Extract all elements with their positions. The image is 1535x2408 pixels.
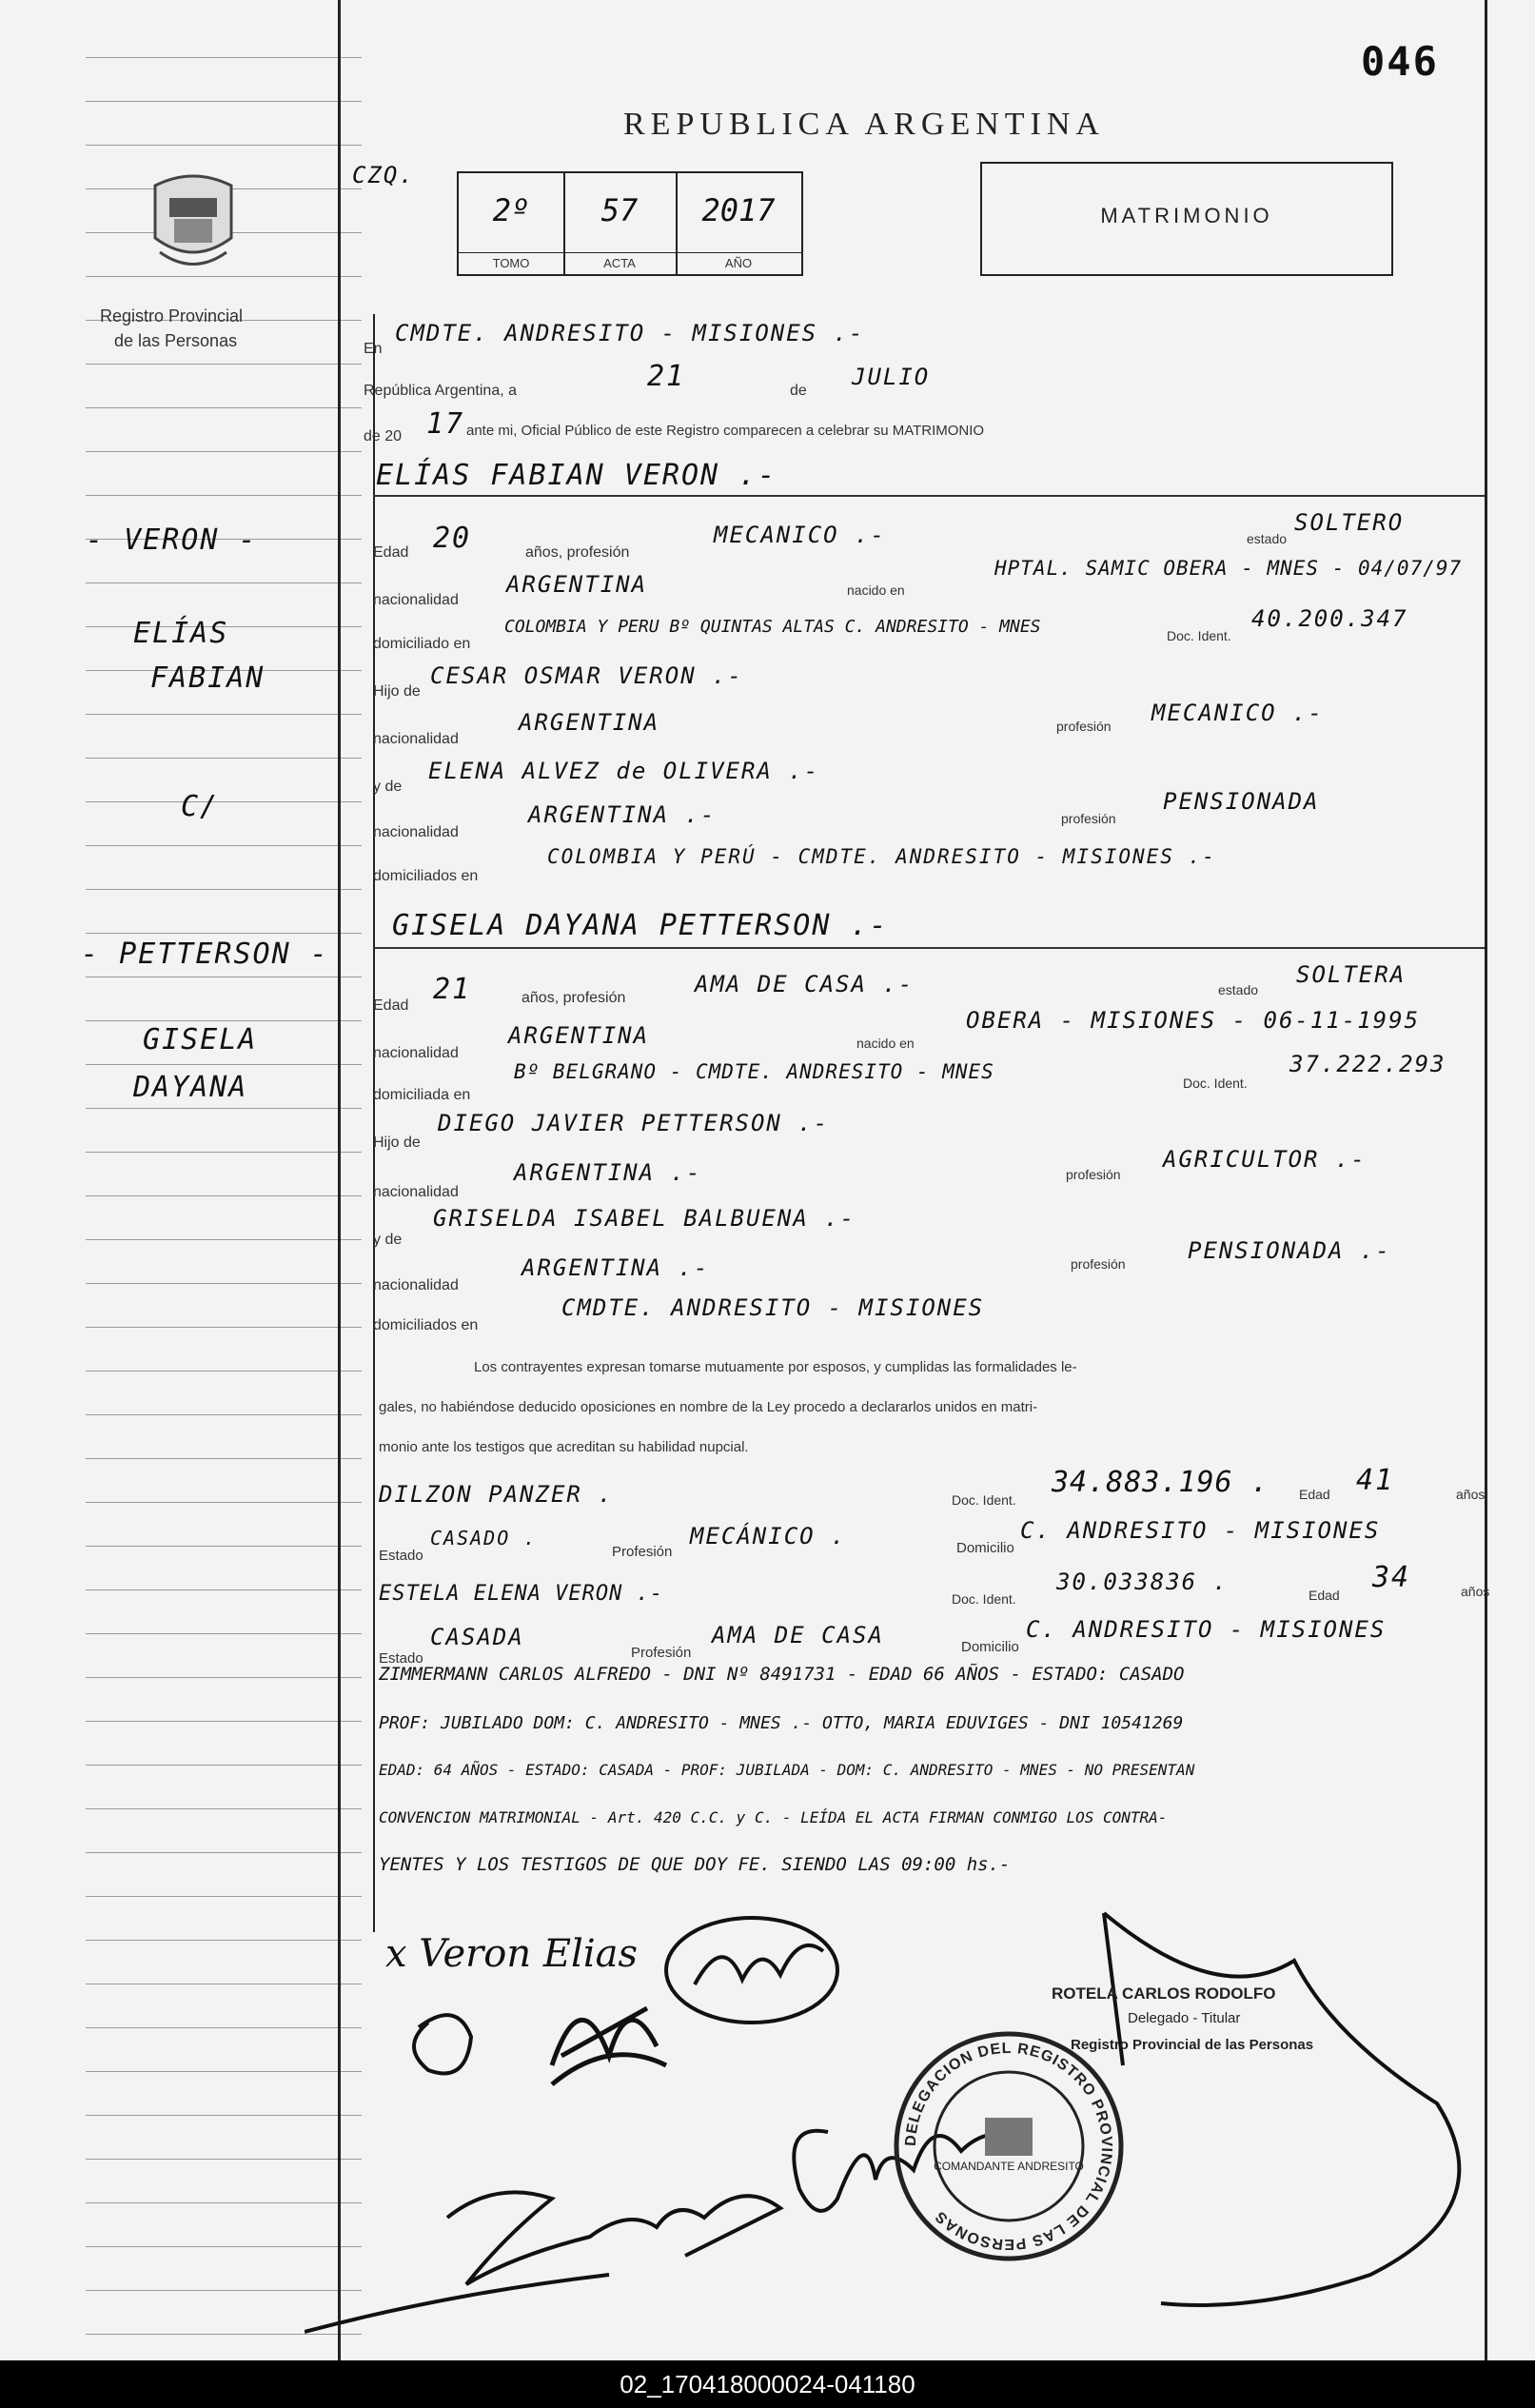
margin-ruled-line	[86, 845, 362, 846]
witness2-label-domicilio: Domicilio	[961, 1639, 1019, 1655]
bride-label-domiciliada: domiciliada en	[373, 1087, 471, 1103]
seal-place: COMANDANTE ANDRESITO	[934, 2160, 1084, 2173]
margin-ruled-line	[86, 145, 362, 146]
record-type: MATRIMONIO	[1100, 204, 1273, 227]
groom-mother-nationality: ARGENTINA .-	[528, 801, 717, 828]
declaration-line2: gales, no habiéndose deducido oposiciones en nombre de la Ley procedo a declararlos unidos en matri-	[379, 1399, 1038, 1415]
margin-bride-surname: - PETTERSON -	[81, 938, 329, 971]
margin-ruled-line	[86, 1765, 362, 1766]
witness2-name: ESTELA ELENA VERON .-	[379, 1582, 664, 1606]
witness2-profession: AMA DE CASA	[712, 1622, 884, 1648]
groom-label-nac-father: nacionalidad	[373, 731, 459, 747]
margin-ruled-line	[86, 1852, 362, 1853]
notes-line5: YENTES Y LOS TESTIGOS DE QUE DOY FE. SIENDO LAS 09:00 hs.-	[379, 1854, 1011, 1875]
notes-line2: PROF: JUBILADO DOM: C. ANDRESITO - MNES .- OTTO, MARIA EDUVIGES - DNI 10541269	[379, 1713, 1184, 1733]
margin-ruled-line	[86, 1152, 362, 1153]
bride-age: 21	[433, 973, 472, 1006]
day: 21	[647, 360, 686, 393]
groom-label-hijo: Hijo de	[373, 683, 421, 700]
bride-label-prof-father: profesión	[1066, 1167, 1121, 1182]
declaration-line3: monio ante los testigos que acreditan su habilidad nupcial.	[379, 1439, 749, 1455]
groom-label-doc: Doc. Ident.	[1167, 628, 1231, 643]
image-id-footer: 02_170418000024-041180	[0, 2360, 1535, 2408]
bride-birthplace: OBERA - MISIONES - 06-11-1995	[966, 1007, 1421, 1034]
bride-label-nacionalidad: nacionalidad	[373, 1045, 459, 1061]
margin-ruled-line	[86, 1239, 362, 1240]
bride-parents-address: CMDTE. ANDRESITO - MISIONES	[561, 1294, 985, 1321]
bride-label-doc: Doc. Ident.	[1183, 1076, 1248, 1091]
witness1-doc: 34.883.196 .	[1052, 1466, 1269, 1499]
official-title: Delegado - Titular	[1128, 2010, 1241, 2026]
groom-birthplace: HPTAL. SAMIC OBERA - MNES - 04/07/97	[994, 557, 1463, 580]
groom-label-prof-father: profesión	[1056, 719, 1112, 734]
bride-address: Bº BELGRANO - CMDTE. ANDRESITO - MNES	[514, 1060, 994, 1083]
groom-profession: MECANICO .-	[714, 522, 886, 548]
month: JULIO	[852, 364, 931, 390]
margin-ruled-line	[86, 1371, 362, 1372]
witness1-label-profesion: Profesión	[612, 1544, 673, 1560]
seal-text: DELEGACION DEL REGISTRO PROVINCIAL DE LAS PERSONAS	[902, 2040, 1115, 2253]
groom-civil-status: SOLTERO	[1294, 509, 1405, 536]
margin-ruled-line	[86, 1108, 362, 1109]
groom-label-edad: Edad	[373, 544, 409, 561]
groom-label-domiciliados: domiciliados en	[373, 868, 479, 884]
groom-parents-address: COLOMBIA Y PERÚ - CMDTE. ANDRESITO - MISIONES .-	[547, 845, 1216, 868]
margin-ruled-line	[86, 1020, 362, 1021]
witness1-label-edad: Edad	[1299, 1487, 1330, 1502]
margin-ruled-line	[86, 1808, 362, 1809]
groom-label-domiciliado: domiciliado en	[373, 636, 471, 652]
margin-ruled-line	[86, 101, 362, 102]
groom-label-estado: estado	[1247, 531, 1288, 546]
groom-label-nacionalidad: nacionalidad	[373, 592, 459, 608]
margin-ruled-line	[86, 1327, 362, 1328]
bride-mother-profession: PENSIONADA .-	[1188, 1237, 1391, 1264]
margin-ruled-line	[86, 1414, 362, 1415]
groom-label-prof-mother: profesión	[1061, 811, 1116, 826]
margin-ruled-line	[86, 1458, 362, 1459]
acta-label: ACTA	[563, 252, 676, 274]
margin-groom-given1: ELÍAS	[133, 617, 229, 650]
page-number: 046	[1361, 38, 1439, 85]
corner-note: CZQ.	[352, 162, 415, 188]
margin-ruled-line	[86, 451, 362, 452]
bride-label-nacido: nacido en	[856, 1036, 915, 1051]
label-de: de	[790, 383, 807, 399]
witness1-label-domicilio: Domicilio	[956, 1540, 1014, 1556]
groom-mother: ELENA ALVEZ de OLIVERA .-	[428, 758, 820, 784]
bride-label-hijo: Hijo de	[373, 1135, 421, 1151]
witness1-address: C. ANDRESITO - MISIONES	[1020, 1517, 1381, 1544]
margin-ruled-line	[86, 407, 362, 408]
label-republica: República Argentina, a	[364, 383, 517, 399]
margin-ruled-line	[86, 1195, 362, 1196]
bride-mother: GRISELDA ISABEL BALBUENA .-	[433, 1205, 856, 1232]
witness1-label-doc: Doc. Ident.	[952, 1492, 1016, 1508]
witness2-status: CASADA	[430, 1624, 524, 1650]
groom-mother-profession: PENSIONADA	[1163, 788, 1320, 815]
groom-doc: 40.200.347	[1251, 605, 1408, 632]
place: CMDTE. ANDRESITO - MISIONES .-	[395, 320, 865, 346]
witness2-label-doc: Doc. Ident.	[952, 1591, 1016, 1607]
bride-mother-nationality: ARGENTINA .-	[522, 1254, 710, 1281]
bride-full-name: GISELA DAYANA PETTERSON .-	[392, 909, 889, 942]
anio-value: 2017	[701, 192, 776, 228]
bride-father-profession: AGRICULTOR .-	[1163, 1146, 1367, 1173]
tomo-value: 2º	[492, 192, 530, 228]
witness1-label-estado: Estado	[379, 1548, 423, 1564]
bride-label-domiciliados: domiciliados en	[373, 1317, 479, 1333]
witness2-label-profesion: Profesión	[631, 1645, 692, 1661]
acta-value: 57	[600, 192, 639, 228]
margin-ruled-line	[86, 1546, 362, 1547]
groom-nationality: ARGENTINA	[506, 571, 648, 598]
year-suffix: 17	[426, 407, 465, 441]
margin-ruled-line	[86, 1677, 362, 1678]
groom-section-divider	[373, 495, 1485, 497]
witness2-label-anos: años	[1461, 1584, 1490, 1599]
margin-bride-given2: DAYANA	[133, 1071, 248, 1104]
margin-ruled-line	[86, 1502, 362, 1503]
witness1-age: 41	[1356, 1464, 1395, 1497]
anio-cell	[676, 173, 801, 274]
margin-ruled-line	[86, 364, 362, 365]
groom-father-nationality: ARGENTINA	[519, 709, 660, 736]
anio-label: AÑO	[676, 252, 801, 274]
tomo-cell	[459, 173, 565, 274]
groom-full-name: ELÍAS FABIAN VERON .-	[376, 459, 777, 492]
witness2-label-estado: Estado	[379, 1650, 423, 1667]
bride-label-anos-profesion: años, profesión	[522, 990, 626, 1006]
bride-father-nationality: ARGENTINA .-	[514, 1159, 702, 1186]
witness1-label-anos: años	[1456, 1487, 1486, 1502]
margin-ruled-line	[86, 1589, 362, 1590]
margin-ruled-line	[86, 57, 362, 58]
margin-ruled-line	[86, 889, 362, 890]
margin-ruled-line	[86, 758, 362, 759]
groom-label-nacido: nacido en	[847, 582, 905, 598]
bride-profession: AMA DE CASA .-	[695, 971, 915, 997]
groom-age: 20	[433, 522, 472, 555]
witness2-label-edad: Edad	[1309, 1588, 1340, 1603]
notes-line3: EDAD: 64 AÑOS - ESTADO: CASADA - PROF: JUBILADA - DOM: C. ANDRESITO - MNES - NO PRESENTAN	[379, 1761, 1195, 1779]
official-name: ROTELA CARLOS RODOLFO	[1052, 1984, 1276, 2003]
witness1-profession: MECÁNICO .	[690, 1523, 847, 1549]
bride-label-yde: y de	[373, 1232, 403, 1248]
bride-label-nac-mother: nacionalidad	[373, 1277, 459, 1293]
margin-ruled-line	[86, 1721, 362, 1722]
margin-ruled-line	[86, 1064, 362, 1065]
registry-name-line2: de las Personas	[114, 331, 238, 350]
groom-label-yde: y de	[373, 779, 403, 795]
official-org: Registro Provincial de las Personas	[1071, 2037, 1314, 2053]
groom-father: CESAR OSMAR VERON .-	[430, 662, 743, 689]
groom-signature: x Veron Elias	[385, 1932, 638, 1976]
margin-ruled-line	[86, 1283, 362, 1284]
margin-conjunction: C/	[181, 790, 220, 823]
record-number-box	[457, 171, 803, 276]
tomo-label: TOMO	[459, 252, 563, 274]
groom-label-nac-mother: nacionalidad	[373, 824, 459, 840]
registry-name-line1: Registro Provincial	[100, 306, 244, 326]
record-type-box	[980, 162, 1393, 276]
groom-label-anos-profesion: años, profesión	[525, 544, 630, 561]
label-en: En	[364, 341, 383, 357]
margin-ruled-line	[86, 714, 362, 715]
declaration-intro: ante mi, Oficial Público de este Registro comparecen a celebrar su MATRIMONIO	[466, 423, 985, 439]
bride-section-divider	[373, 947, 1485, 949]
margin-groom-given2: FABIAN	[150, 661, 266, 695]
bride-doc: 37.222.293	[1289, 1051, 1446, 1077]
bride-label-estado: estado	[1218, 982, 1259, 997]
margin-bride-given1: GISELA	[143, 1023, 258, 1056]
registry-seal	[890, 2027, 1128, 2265]
registry-logo	[141, 162, 246, 286]
witness2-doc: 30.033836 .	[1056, 1569, 1229, 1595]
bride-label-nac-father: nacionalidad	[373, 1184, 459, 1200]
notes-line1: ZIMMERMANN CARLOS ALFREDO - DNI Nº 8491731 - EDAD 66 AÑOS - ESTADO: CASADO	[379, 1664, 1185, 1685]
witness2-age: 34	[1372, 1561, 1411, 1594]
margin-ruled-line	[86, 1633, 362, 1634]
margin-ruled-line	[86, 582, 362, 583]
bride-civil-status: SOLTERA	[1296, 961, 1407, 988]
margin-ruled-line	[86, 933, 362, 934]
margin-groom-surname: - VERON -	[86, 523, 258, 557]
bride-nationality: ARGENTINA	[508, 1022, 650, 1049]
form-right-border	[1485, 0, 1487, 2360]
country-heading: REPUBLICA ARGENTINA	[623, 107, 1105, 142]
margin-ruled-line	[86, 495, 362, 496]
witness2-address: C. ANDRESITO - MISIONES	[1026, 1616, 1387, 1643]
declaration-line1: Los contrayentes expresan tomarse mutuamente por esposos, y cumplidas las formalidades le-	[474, 1359, 1077, 1375]
notes-line4: CONVENCION MATRIMONIAL - Art. 420 C.C. y C. - LEÍDA EL ACTA FIRMAN CONMIGO LOS CONTRA-	[379, 1808, 1168, 1826]
acta-cell	[563, 173, 678, 274]
label-year-prefix: de 20	[364, 428, 403, 444]
bride-father: DIEGO JAVIER PETTERSON .-	[438, 1110, 830, 1136]
witness1-name: DILZON PANZER .	[379, 1481, 614, 1508]
witness1-status: CASADO .	[430, 1527, 538, 1549]
margin-ruled-line	[86, 801, 362, 802]
bride-label-prof-mother: profesión	[1071, 1256, 1126, 1272]
groom-address: COLOMBIA Y PERU Bº QUINTAS ALTAS C. ANDRESITO - MNES	[504, 617, 1041, 637]
bride-label-edad: Edad	[373, 997, 409, 1014]
groom-father-profession: MECANICO .-	[1151, 700, 1324, 726]
